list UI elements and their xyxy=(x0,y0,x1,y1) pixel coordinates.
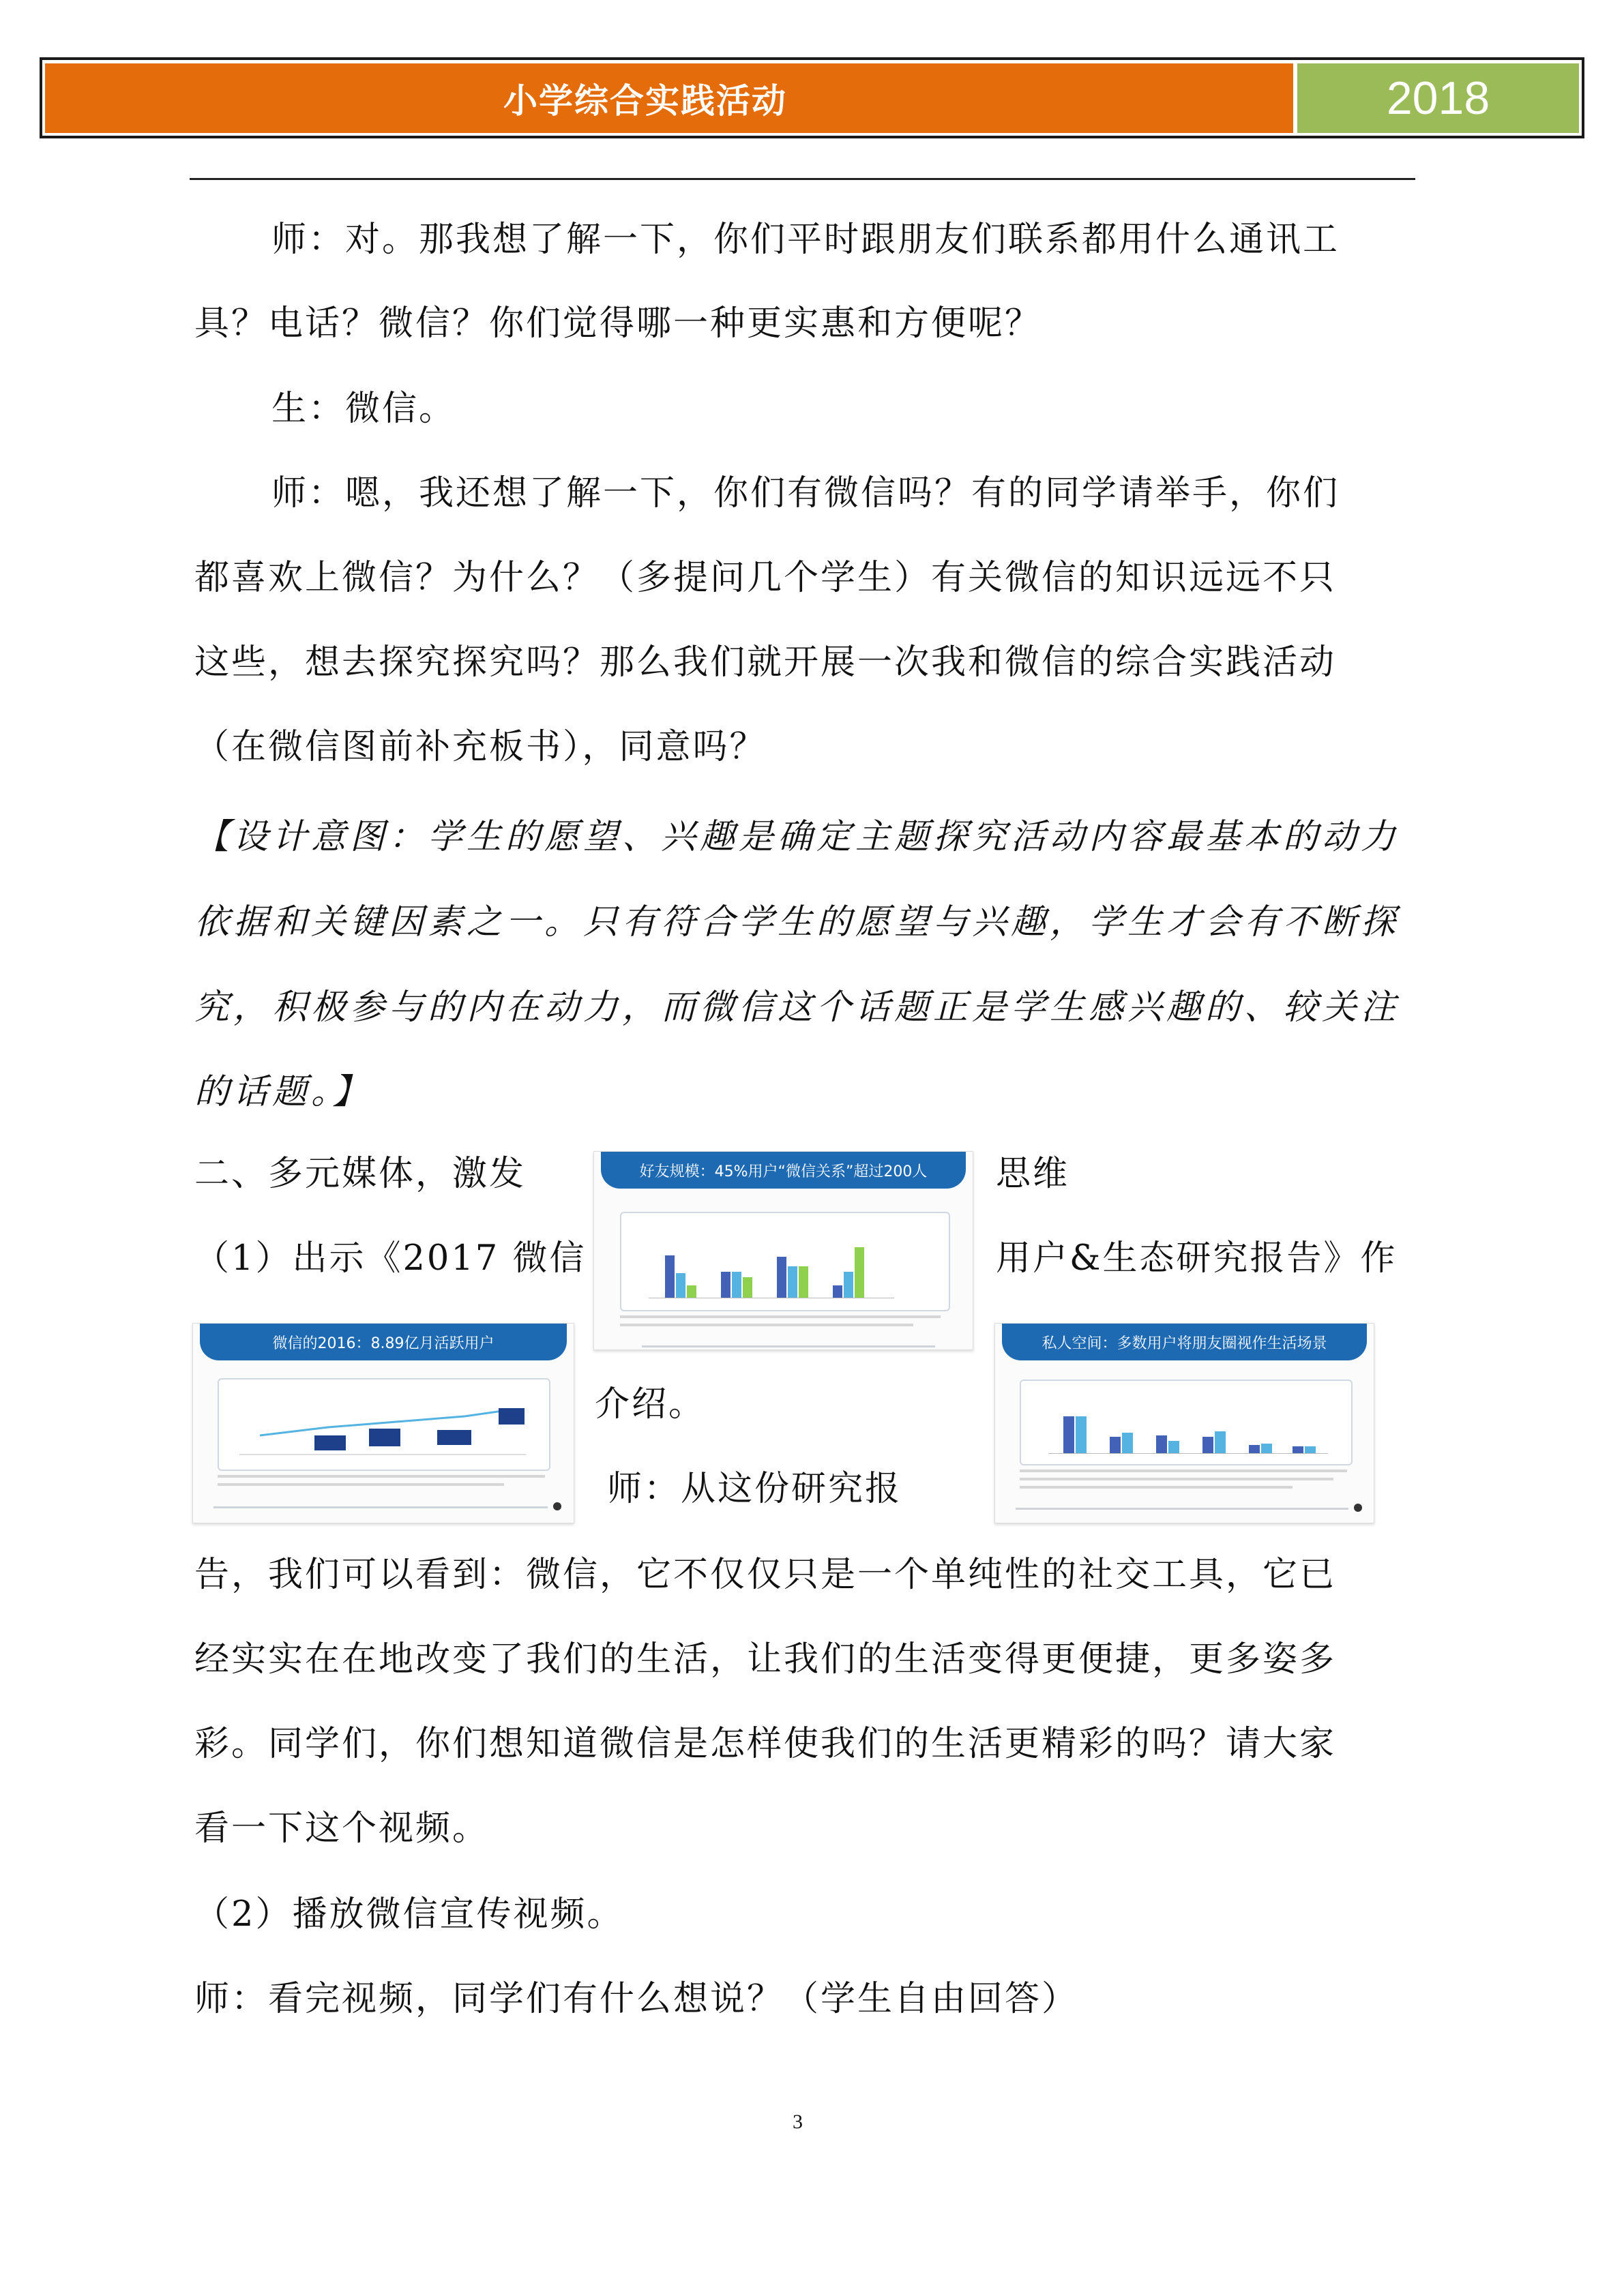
design-intent-line: 究，积极参与的内在动力，而微信这个话题正是学生感兴趣的、较关注 xyxy=(194,987,1400,1028)
chart-bar xyxy=(1305,1446,1316,1453)
text-line: 经实实在在地改变了我们的生活，让我们的生活变得更便捷，更多姿多 xyxy=(194,1639,1337,1680)
slide-caption xyxy=(620,1315,941,1318)
slide-caption xyxy=(1020,1478,1333,1480)
slide-chart-card xyxy=(1020,1380,1353,1465)
chart-bar xyxy=(1249,1445,1260,1453)
text-line: （在微信图前补充板书），同意吗？ xyxy=(194,727,767,767)
chart-bar xyxy=(1110,1437,1121,1453)
header-year-box xyxy=(1297,63,1579,133)
slide-chart-card xyxy=(218,1378,550,1471)
slide-monthly-active xyxy=(192,1323,574,1523)
header-rule xyxy=(190,178,1415,180)
page-number: 3 xyxy=(793,2111,803,2133)
text-from-report: 师：从这份研究报 xyxy=(607,1469,902,1509)
section-heading-right: 思维 xyxy=(996,1154,1070,1194)
text-line: 师：嗯，我还想了解一下，你们有微信吗？有的同学请举手，你们 xyxy=(271,473,1340,513)
chart-bar xyxy=(855,1247,864,1298)
slide-private-space xyxy=(994,1323,1374,1523)
slide-banner: 私人空间：多数用户将朋友圈视作生活场景 xyxy=(1002,1324,1367,1360)
item-1-left: （1）出示《2017 微信 xyxy=(194,1238,587,1279)
slide-caption xyxy=(620,1324,913,1326)
design-intent-line: 【设计意图：学生的愿望、兴趣是确定主题探究活动内容最基本的动力 xyxy=(194,817,1400,857)
header-year: 2018 xyxy=(1386,72,1490,124)
design-intent-line: 的话题。】 xyxy=(194,1072,372,1112)
section-heading-left: 二、多元媒体，激发 xyxy=(194,1154,527,1194)
text-line: 看一下这个视频。 xyxy=(194,1808,490,1849)
chart-bar xyxy=(1293,1446,1303,1453)
slide-caption xyxy=(218,1475,545,1478)
chart-bar xyxy=(799,1266,808,1298)
text-line: 师：对。那我想了解一下，你们平时跟朋友们联系都用什么通讯工 xyxy=(271,220,1340,260)
header-title: 小学综合实践活动 xyxy=(503,81,787,121)
design-intent-line: 依据和关键因素之一。只有符合学生的愿望与兴趣，学生才会有不断探 xyxy=(194,902,1400,942)
chart-bar xyxy=(665,1255,675,1298)
chart-bar xyxy=(1202,1437,1213,1453)
slide-caption xyxy=(1020,1486,1293,1489)
header-title-box xyxy=(45,63,1293,133)
slide-footer-dot xyxy=(1354,1504,1362,1512)
text-line: 生：微信。 xyxy=(271,389,456,429)
chart-bar xyxy=(1168,1441,1179,1453)
chart-line xyxy=(233,1393,533,1461)
slide-footer-line xyxy=(642,1345,935,1347)
text-intro: 介绍。 xyxy=(595,1384,706,1425)
chart-plot xyxy=(1048,1390,1328,1454)
item-1-right: 用户&生态研究报告》作 xyxy=(996,1238,1398,1279)
slide-friends-scale xyxy=(593,1151,973,1350)
slide-footer-line xyxy=(213,1506,548,1508)
chart-bar xyxy=(721,1272,730,1298)
chart-bar xyxy=(844,1272,853,1298)
chart-bar xyxy=(1076,1416,1087,1453)
text-line: 都喜欢上微信？为什么？（多提问几个学生）有关微信的知识远远不只 xyxy=(194,558,1337,598)
slide-footer-line xyxy=(1016,1508,1348,1510)
chart-bar xyxy=(743,1277,752,1298)
text-line: 告，我们可以看到：微信，它不仅仅只是一个单纯性的社交工具，它已 xyxy=(194,1555,1337,1595)
chart-bar xyxy=(1156,1435,1167,1453)
text-line: （2）播放微信宣传视频。 xyxy=(194,1894,624,1935)
slide-caption xyxy=(218,1483,504,1486)
text-line: 具？电话？微信？你们觉得哪一种更实惠和方便呢？ xyxy=(194,303,1042,344)
text-line: 这些，想去探究探究吗？那么我们就开展一次我和微信的综合实践活动 xyxy=(194,642,1337,683)
text-line: 师：看完视频，同学们有什么想说？（学生自由回答） xyxy=(194,1979,1079,2019)
slide-footer-dot xyxy=(553,1502,561,1510)
chart-bar xyxy=(1063,1416,1074,1453)
slide-caption xyxy=(1020,1470,1347,1472)
chart-bar xyxy=(687,1285,696,1298)
chart-bar xyxy=(676,1273,685,1298)
chart-bar xyxy=(1122,1433,1133,1453)
chart-bar xyxy=(732,1272,741,1298)
slide-banner: 微信的2016：8.89亿月活跃用户 xyxy=(200,1324,567,1360)
chart-bar xyxy=(833,1285,842,1298)
text-line: 彩。同学们，你们想知道微信是怎样使我们的生活更精彩的吗？请大家 xyxy=(194,1724,1337,1764)
chart-bar xyxy=(1261,1444,1272,1453)
chart-plot xyxy=(649,1229,894,1298)
chart-bar xyxy=(788,1266,797,1298)
chart-bar xyxy=(1215,1431,1226,1453)
chart-bar xyxy=(777,1257,786,1298)
slide-chart-card xyxy=(620,1212,950,1311)
slide-banner: 好友规模：45%用户“微信关系”超过200人 xyxy=(601,1152,966,1189)
